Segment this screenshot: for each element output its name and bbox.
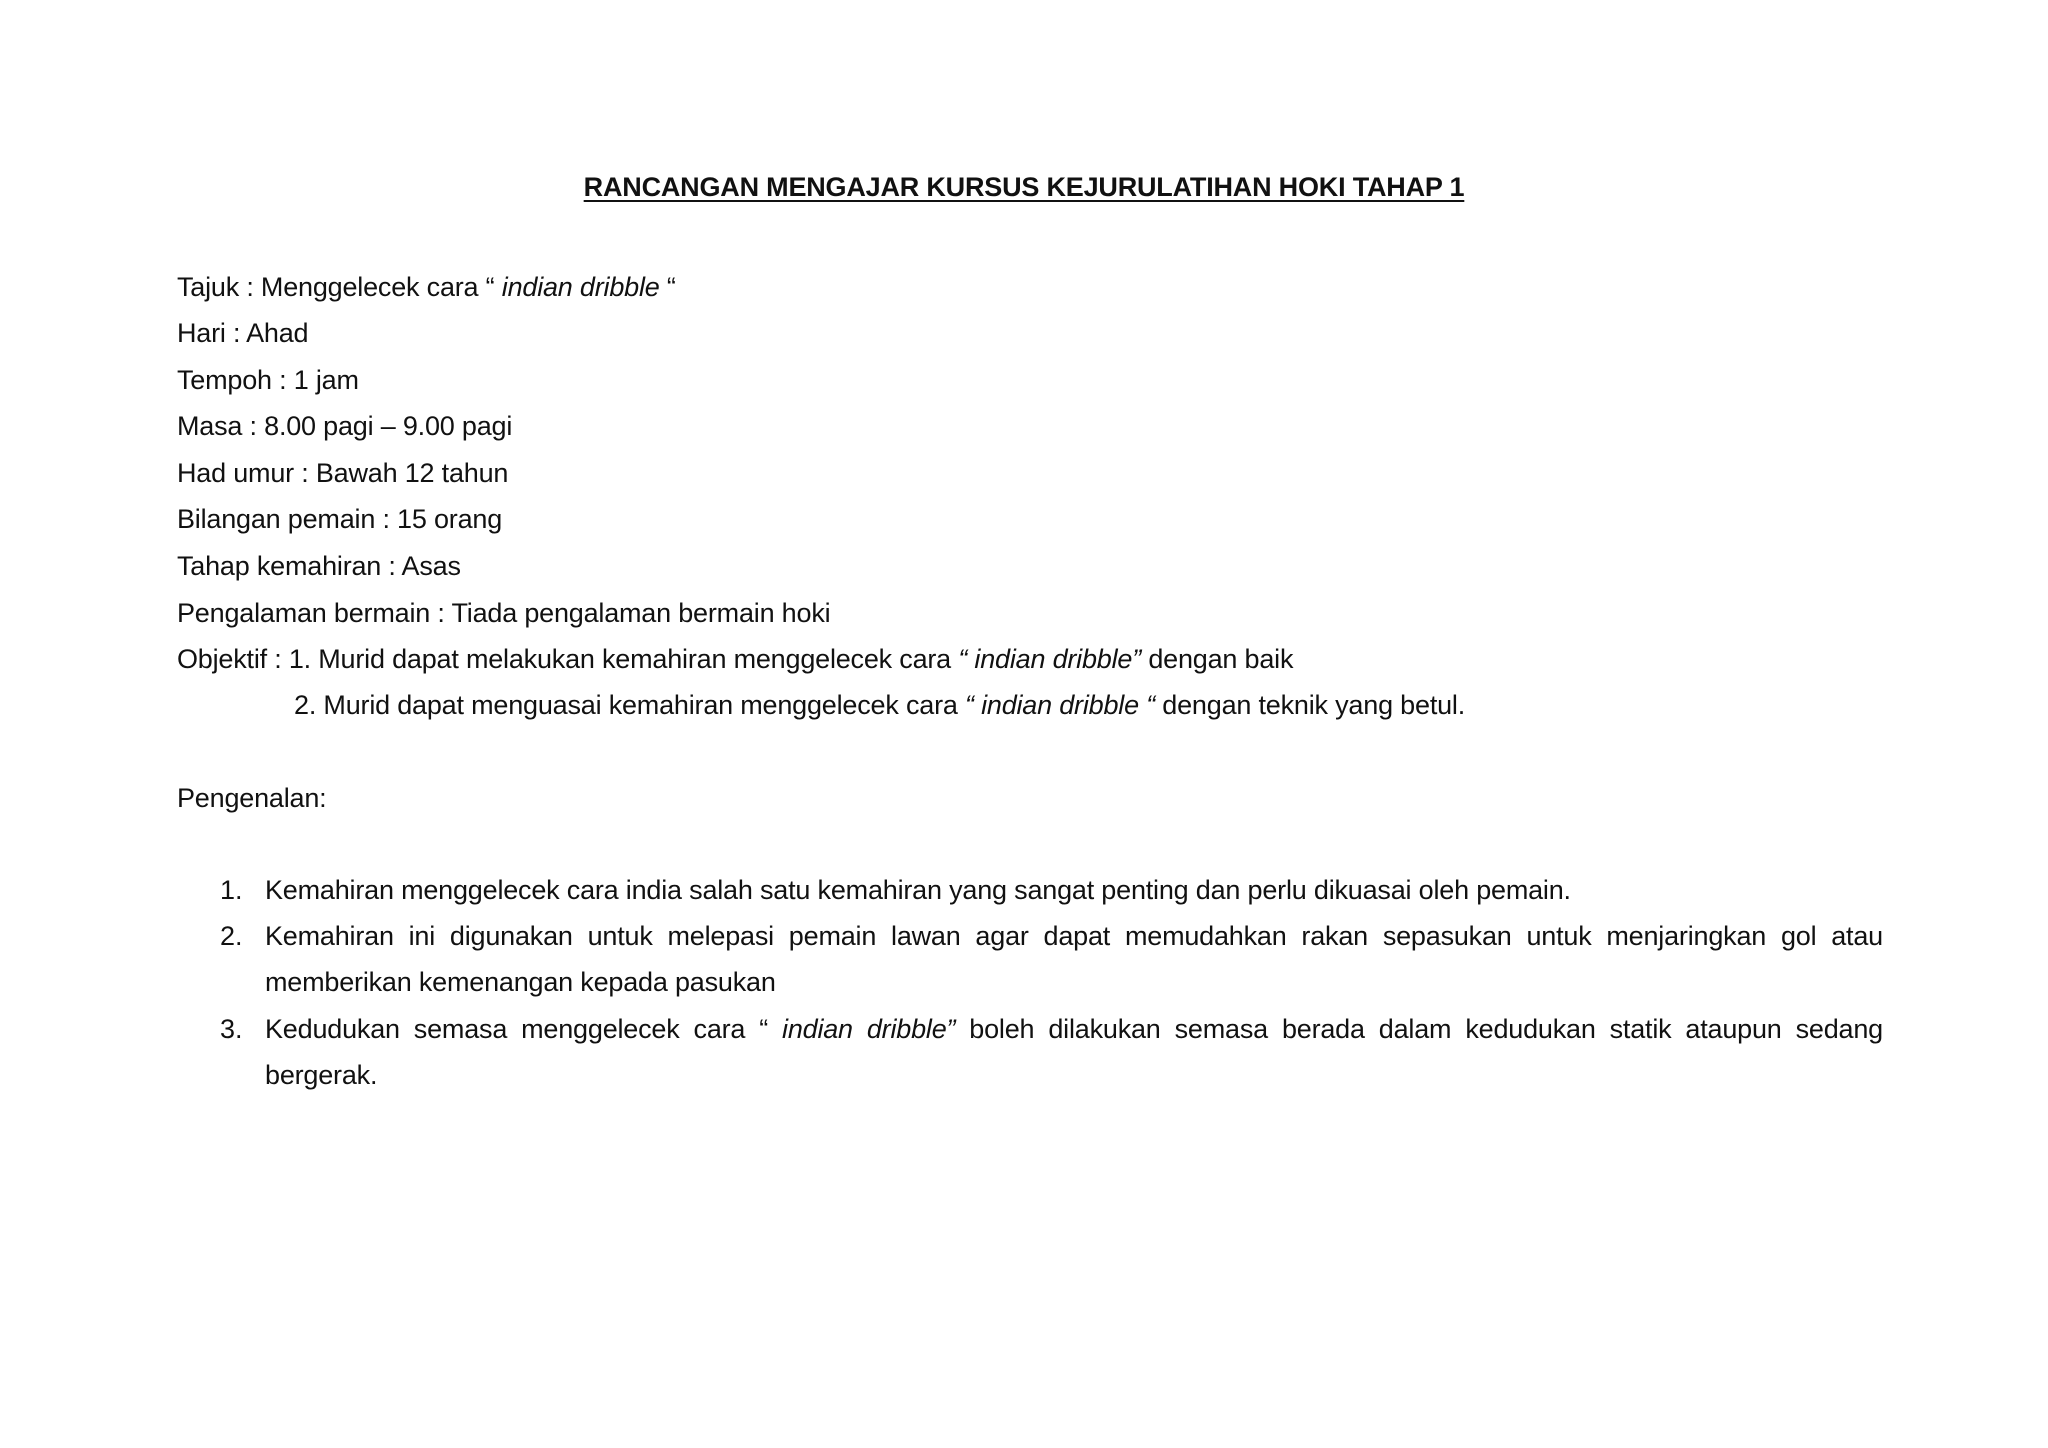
- document-title: RANCANGAN MENGAJAR KURSUS KEJURULATIHAN HOKI TAHAP 1: [583, 172, 1465, 202]
- tajuk-suffix: “: [659, 272, 676, 302]
- bilangan-pemain-line: Bilangan pemain : 15 orang: [177, 504, 503, 534]
- tajuk-prefix: Tajuk : Menggelecek cara “: [177, 272, 502, 302]
- had-umur-line: Had umur : Bawah 12 tahun: [177, 458, 509, 488]
- pengenalan-heading: Pengenalan:: [177, 783, 327, 813]
- list-item-2-number: 2.: [220, 921, 243, 951]
- objektif-2-prefix: 2. Murid dapat menguasai kemahiran menggelecek cara: [294, 690, 965, 720]
- list-item-3-line-2: bergerak.: [265, 1060, 378, 1090]
- objektif-1-line: [177, 642, 1293, 676]
- masa-line: Masa : 8.00 pagi – 9.00 pagi: [177, 411, 513, 441]
- objektif-1-italic: “ indian dribble”: [958, 644, 1142, 674]
- tajuk-line: [177, 270, 676, 304]
- list-item-3-number: 3.: [220, 1014, 243, 1044]
- list-item-3-line-1-italic: indian dribble”: [782, 1014, 956, 1044]
- objektif-2-line: [294, 688, 1465, 722]
- list-item-3-line-1-prefix: Kedudukan semasa menggelecek cara “: [265, 1014, 783, 1044]
- list-item-3-line-1: [265, 1006, 1883, 1052]
- list-item-2: [265, 913, 1883, 1005]
- objektif-2-suffix: dengan teknik yang betul.: [1155, 690, 1466, 720]
- tempoh-line: Tempoh : 1 jam: [177, 365, 359, 395]
- list-item-3-line-1-suffix: boleh dilakukan semasa berada dalam kedudukan statik ataupun sedang: [955, 1014, 1883, 1044]
- list-item-3: [265, 1006, 1883, 1098]
- list-item-1-number: 1.: [220, 875, 243, 905]
- list-item-1: [265, 867, 1883, 913]
- list-item-1-line-1: Kemahiran menggelecek cara india salah satu kemahiran yang sangat penting dan perlu dikuasai oleh pemain.: [265, 875, 1571, 905]
- list-item-2-line-2: memberikan kemenangan kepada pasukan: [265, 967, 776, 997]
- hari-line: Hari : Ahad: [177, 318, 309, 348]
- pengalaman-line: Pengalaman bermain : Tiada pengalaman bermain hoki: [177, 598, 831, 628]
- list-item-2-line-1: Kemahiran ini digunakan untuk melepasi pemain lawan agar dapat memudahkan rakan sepasukan untuk menjaringkan gol atau: [265, 921, 1883, 951]
- objektif-1-prefix: Objektif : 1. Murid dapat melakukan kemahiran menggelecek cara: [177, 644, 959, 674]
- tajuk-italic: indian dribble: [501, 272, 660, 302]
- tahap-kemahiran-line: Tahap kemahiran : Asas: [177, 551, 461, 581]
- objektif-2-italic: “ indian dribble “: [964, 690, 1155, 720]
- objektif-1-suffix: dengan baik: [1141, 644, 1294, 674]
